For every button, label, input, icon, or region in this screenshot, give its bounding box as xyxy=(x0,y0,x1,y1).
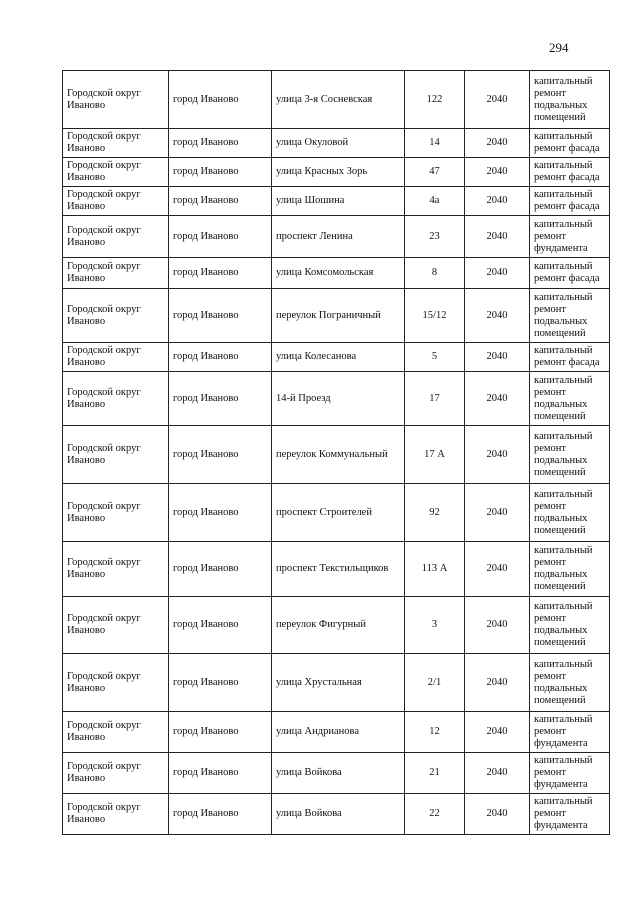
table-row xyxy=(63,372,610,426)
street-cell: улица Андрианова xyxy=(272,712,405,753)
street-cell: проспект Ленина xyxy=(272,216,405,258)
city-cell: город Иваново xyxy=(169,654,272,712)
okrug-cell: Городской округ Иваново xyxy=(63,794,169,835)
house-number-cell: 17 xyxy=(405,372,465,426)
work-type-cell: капитальный ремонт подвальных помещений xyxy=(530,426,610,484)
year-cell: 2040 xyxy=(465,484,530,542)
table-row xyxy=(63,289,610,343)
okrug-cell: Городской округ Иваново xyxy=(63,712,169,753)
street-cell: проспект Строителей xyxy=(272,484,405,542)
table-row xyxy=(63,426,610,484)
table-row xyxy=(63,484,610,542)
street-cell: проспект Текстильщиков xyxy=(272,542,405,597)
housing-repair-table xyxy=(62,70,610,835)
year-cell: 2040 xyxy=(465,542,530,597)
table-row xyxy=(63,794,610,835)
work-type-cell: капитальный ремонт фундамента xyxy=(530,712,610,753)
okrug-cell: Городской округ Иваново xyxy=(63,343,169,372)
house-number-cell: 2/1 xyxy=(405,654,465,712)
house-number-cell: 23 xyxy=(405,216,465,258)
work-type-cell: капитальный ремонт фасада xyxy=(530,129,610,158)
okrug-cell: Городской округ Иваново xyxy=(63,258,169,289)
work-type-cell: капитальный ремонт подвальных помещений xyxy=(530,372,610,426)
table-row xyxy=(63,71,610,129)
table-row xyxy=(63,753,610,794)
work-type-cell: капитальный ремонт подвальных помещений xyxy=(530,542,610,597)
okrug-cell: Городской округ Иваново xyxy=(63,289,169,343)
okrug-cell: Городской округ Иваново xyxy=(63,71,169,129)
okrug-cell: Городской округ Иваново xyxy=(63,484,169,542)
year-cell: 2040 xyxy=(465,216,530,258)
house-number-cell: 8 xyxy=(405,258,465,289)
work-type-cell: капитальный ремонт подвальных помещений xyxy=(530,654,610,712)
house-number-cell: 4а xyxy=(405,187,465,216)
okrug-cell: Городской округ Иваново xyxy=(63,372,169,426)
city-cell: город Иваново xyxy=(169,484,272,542)
okrug-cell: Городской округ Иваново xyxy=(63,597,169,654)
street-cell: улица Красных Зорь xyxy=(272,158,405,187)
table-row xyxy=(63,542,610,597)
work-type-cell: капитальный ремонт подвальных помещений xyxy=(530,484,610,542)
house-number-cell: 122 xyxy=(405,71,465,129)
house-number-cell: 12 xyxy=(405,712,465,753)
house-number-cell: 14 xyxy=(405,129,465,158)
city-cell: город Иваново xyxy=(169,289,272,343)
street-cell: улица Хрустальная xyxy=(272,654,405,712)
city-cell: город Иваново xyxy=(169,542,272,597)
table-row xyxy=(63,654,610,712)
okrug-cell: Городской округ Иваново xyxy=(63,129,169,158)
house-number-cell: 92 xyxy=(405,484,465,542)
table-row xyxy=(63,158,610,187)
work-type-cell: капитальный ремонт фасада xyxy=(530,258,610,289)
year-cell: 2040 xyxy=(465,289,530,343)
work-type-cell: капитальный ремонт фундамента xyxy=(530,794,610,835)
okrug-cell: Городской округ Иваново xyxy=(63,158,169,187)
year-cell: 2040 xyxy=(465,71,530,129)
house-number-cell: 15/12 xyxy=(405,289,465,343)
house-number-cell: 113 А xyxy=(405,542,465,597)
work-type-cell: капитальный ремонт фундамента xyxy=(530,216,610,258)
work-type-cell: капитальный ремонт фундамента xyxy=(530,753,610,794)
house-number-cell: 22 xyxy=(405,794,465,835)
year-cell: 2040 xyxy=(465,794,530,835)
city-cell: город Иваново xyxy=(169,187,272,216)
year-cell: 2040 xyxy=(465,372,530,426)
street-cell: улица Шошина xyxy=(272,187,405,216)
city-cell: город Иваново xyxy=(169,712,272,753)
okrug-cell: Городской округ Иваново xyxy=(63,187,169,216)
work-type-cell: капитальный ремонт фасада xyxy=(530,343,610,372)
street-cell: улица Окуловой xyxy=(272,129,405,158)
year-cell: 2040 xyxy=(465,343,530,372)
street-cell: улица Войкова xyxy=(272,753,405,794)
city-cell: город Иваново xyxy=(169,794,272,835)
okrug-cell: Городской округ Иваново xyxy=(63,216,169,258)
house-number-cell: 47 xyxy=(405,158,465,187)
page-number: 294 xyxy=(549,40,569,55)
year-cell: 2040 xyxy=(465,187,530,216)
city-cell: город Иваново xyxy=(169,129,272,158)
year-cell: 2040 xyxy=(465,426,530,484)
street-cell: улица Комсомольская xyxy=(272,258,405,289)
table-row xyxy=(63,712,610,753)
street-cell: улица Колесанова xyxy=(272,343,405,372)
street-cell: переулок Коммунальный xyxy=(272,426,405,484)
street-cell: переулок Пограничный xyxy=(272,289,405,343)
year-cell: 2040 xyxy=(465,712,530,753)
house-number-cell: 5 xyxy=(405,343,465,372)
street-cell: переулок Фигурный xyxy=(272,597,405,654)
street-cell: 14-й Проезд xyxy=(272,372,405,426)
work-type-cell: капитальный ремонт фасада xyxy=(530,187,610,216)
year-cell: 2040 xyxy=(465,654,530,712)
street-cell: улица Войкова xyxy=(272,794,405,835)
table-row xyxy=(63,129,610,158)
city-cell: город Иваново xyxy=(169,753,272,794)
city-cell: город Иваново xyxy=(169,597,272,654)
work-type-cell: капитальный ремонт фасада xyxy=(530,158,610,187)
city-cell: город Иваново xyxy=(169,258,272,289)
table-row xyxy=(63,258,610,289)
table-row xyxy=(63,343,610,372)
street-cell: улица 3-я Сосневская xyxy=(272,71,405,129)
work-type-cell: капитальный ремонт подвальных помещений xyxy=(530,597,610,654)
year-cell: 2040 xyxy=(465,258,530,289)
city-cell: город Иваново xyxy=(169,372,272,426)
okrug-cell: Городской округ Иваново xyxy=(63,654,169,712)
work-type-cell: капитальный ремонт подвальных помещений xyxy=(530,289,610,343)
table-row xyxy=(63,216,610,258)
okrug-cell: Городской округ Иваново xyxy=(63,542,169,597)
year-cell: 2040 xyxy=(465,129,530,158)
house-number-cell: 17 А xyxy=(405,426,465,484)
year-cell: 2040 xyxy=(465,158,530,187)
year-cell: 2040 xyxy=(465,753,530,794)
table-row xyxy=(63,597,610,654)
year-cell: 2040 xyxy=(465,597,530,654)
work-type-cell: капитальный ремонт подвальных помещений xyxy=(530,71,610,129)
house-number-cell: 3 xyxy=(405,597,465,654)
city-cell: город Иваново xyxy=(169,71,272,129)
city-cell: город Иваново xyxy=(169,426,272,484)
okrug-cell: Городской округ Иваново xyxy=(63,426,169,484)
okrug-cell: Городской округ Иваново xyxy=(63,753,169,794)
table-row xyxy=(63,187,610,216)
city-cell: город Иваново xyxy=(169,158,272,187)
city-cell: город Иваново xyxy=(169,343,272,372)
house-number-cell: 21 xyxy=(405,753,465,794)
city-cell: город Иваново xyxy=(169,216,272,258)
